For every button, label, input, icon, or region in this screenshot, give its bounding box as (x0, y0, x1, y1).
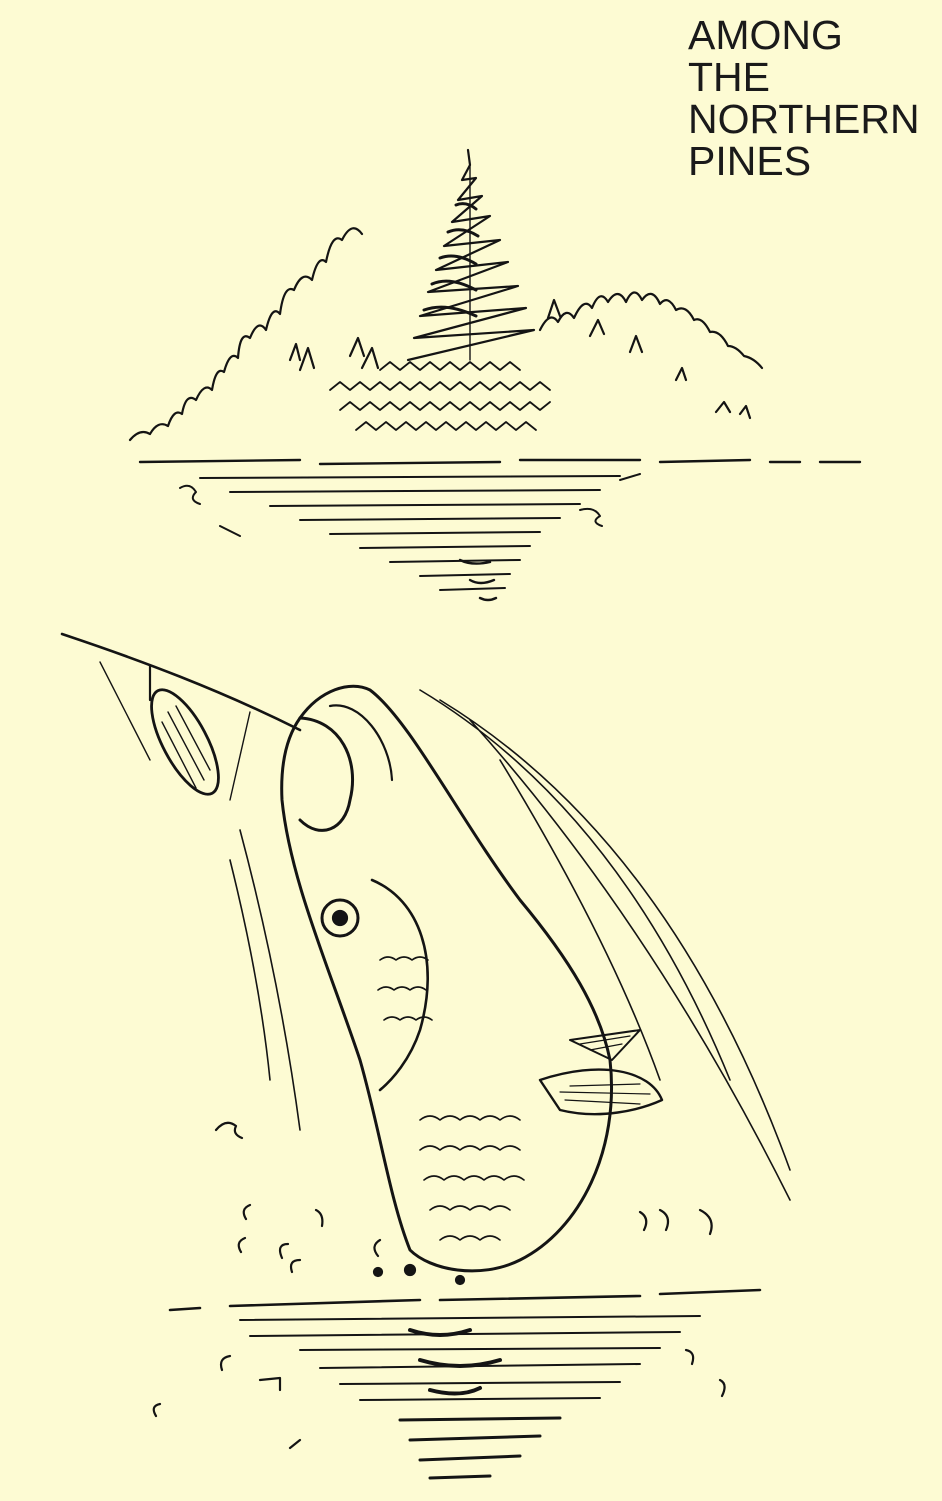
title-line-2: THE (688, 54, 770, 100)
title-line-4: PINES (688, 138, 812, 184)
title-line-3: NORTHERN (688, 96, 920, 142)
title-line-1: AMONG (688, 12, 843, 58)
